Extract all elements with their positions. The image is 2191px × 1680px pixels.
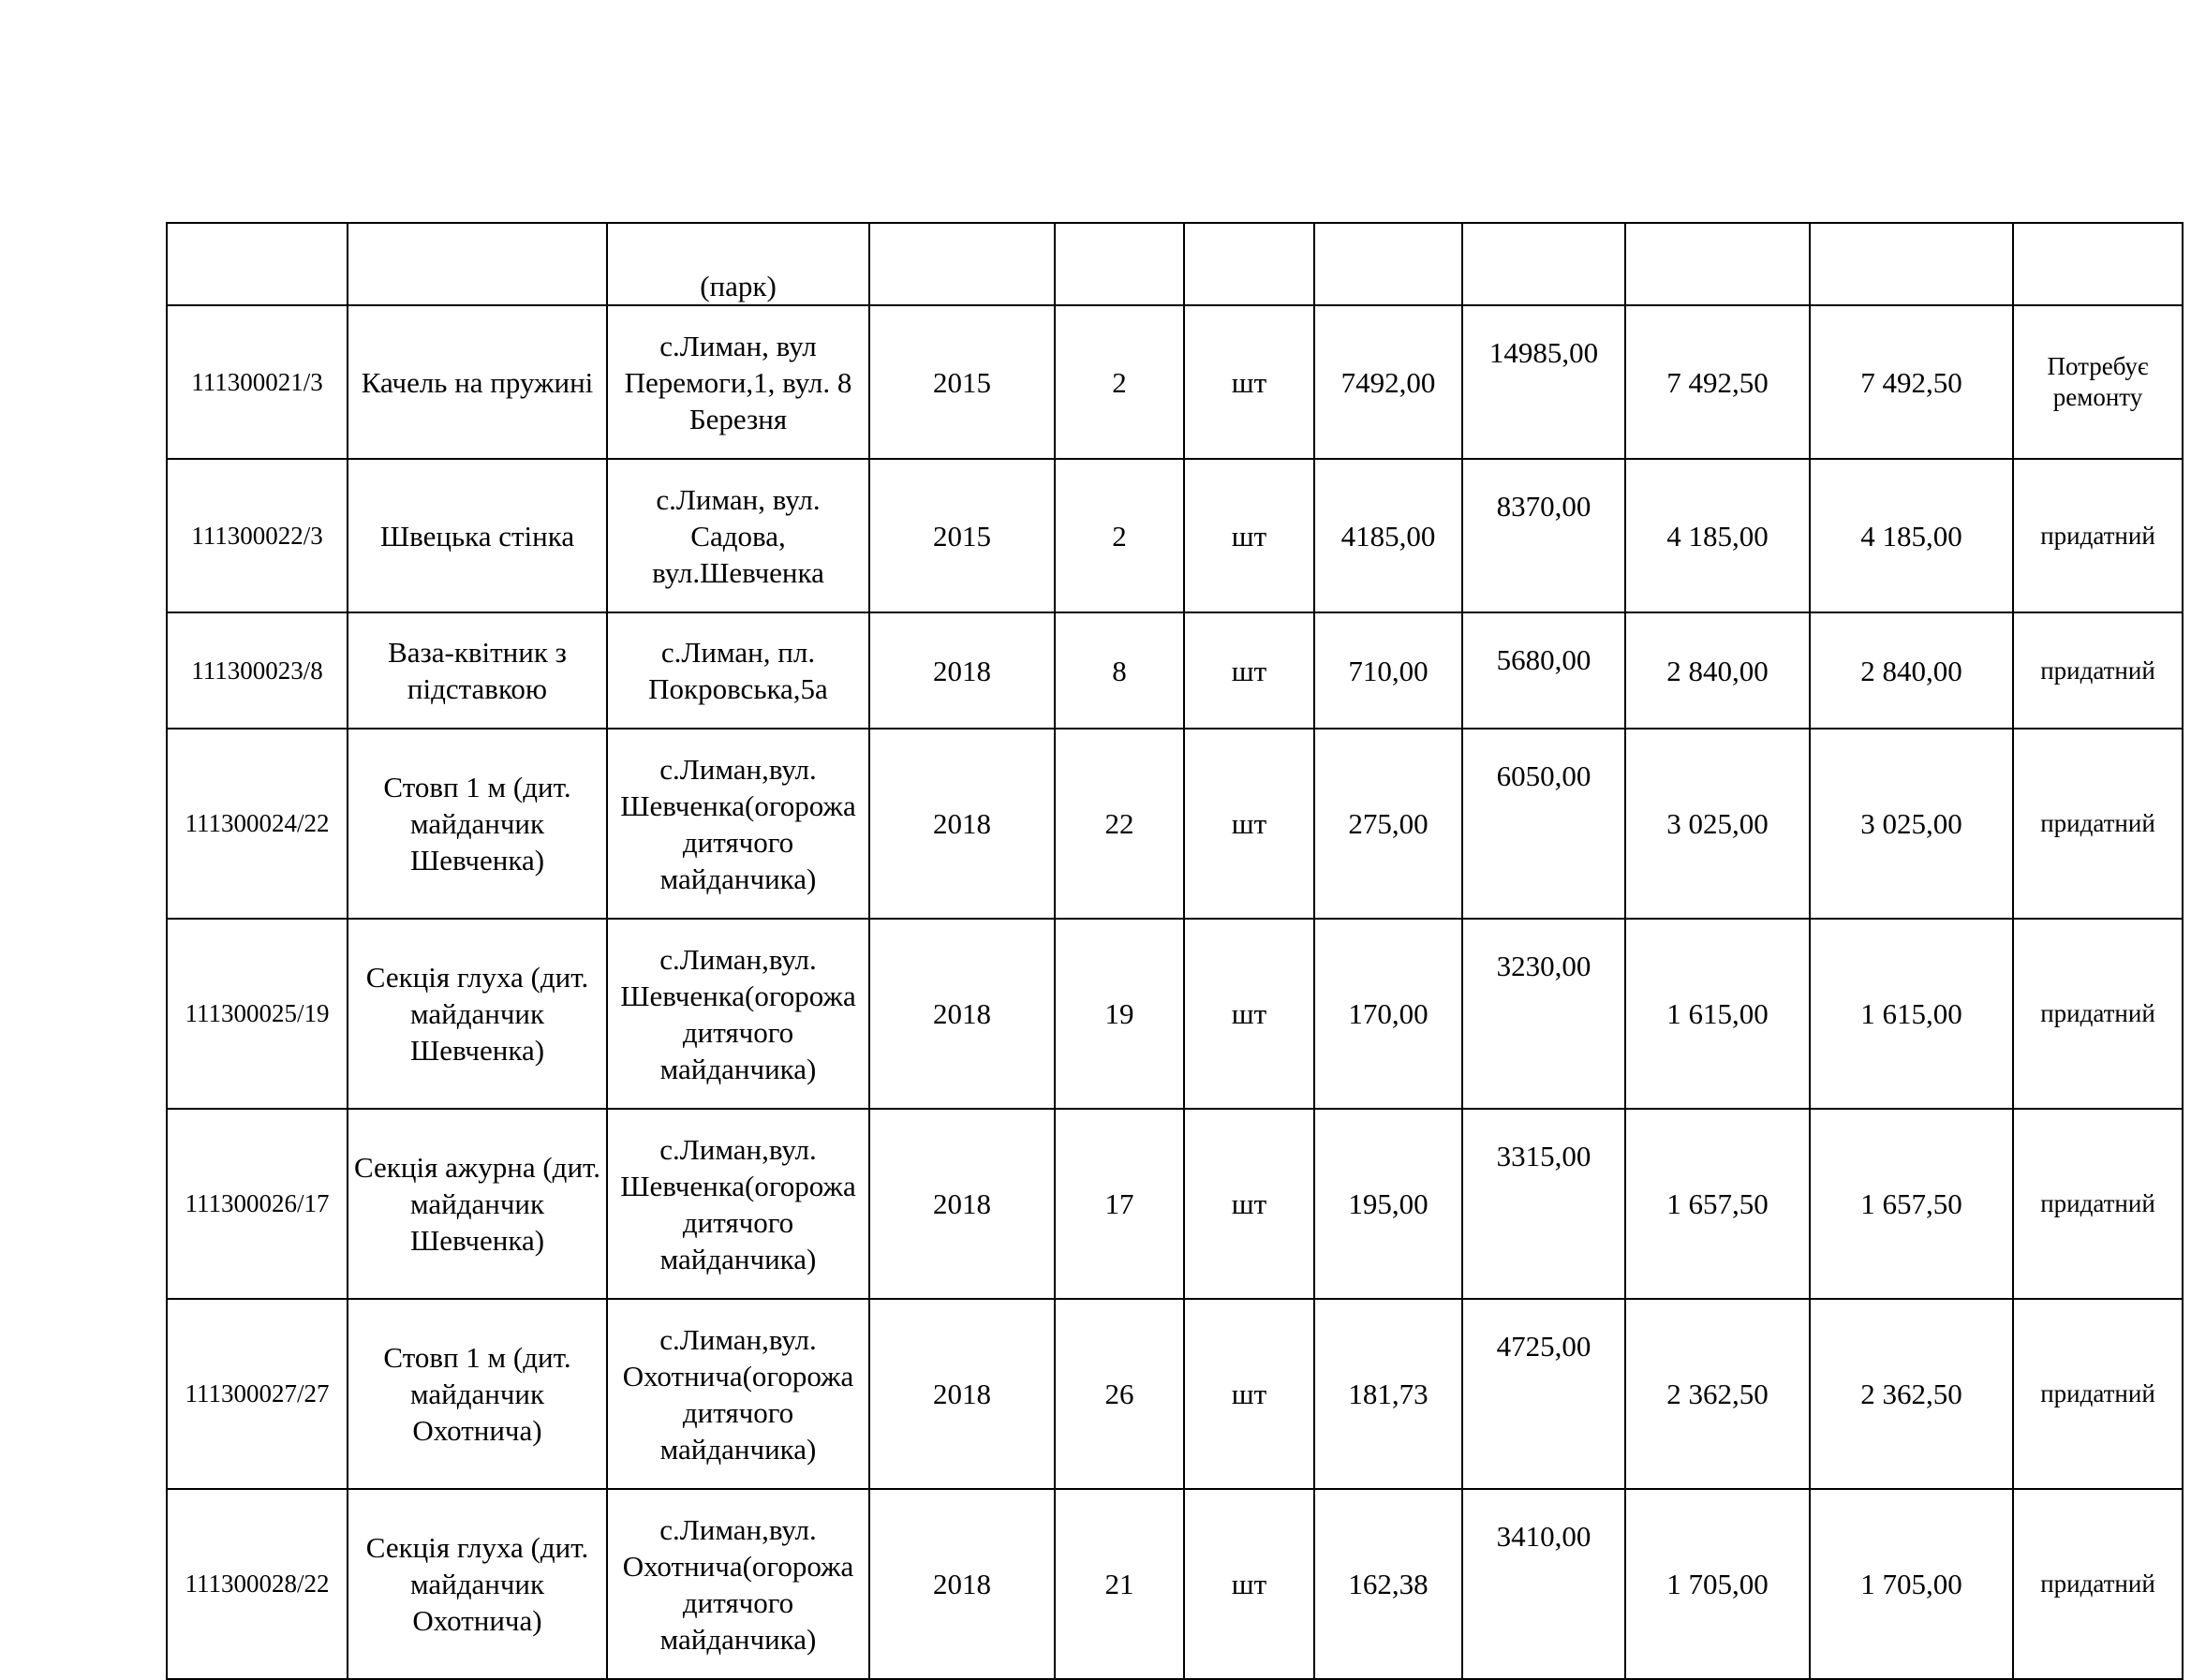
item-name-cell: Качель на пружині	[348, 305, 607, 459]
item-name-cell: Секція глуха (дит. майданчик Охотнича)	[348, 1489, 607, 1679]
value-cell-2	[1810, 223, 2013, 305]
inventory-table	[166, 222, 2184, 1680]
table-body	[167, 223, 2183, 1679]
location-cell: с.Лиман,вул. Охотнича(огорожа дитячого майданчика)	[607, 1489, 869, 1679]
value-cell-1: 3 025,00	[1625, 729, 1810, 919]
unit-price-cell: 275,00	[1314, 729, 1462, 919]
unit-cell	[1184, 223, 1314, 305]
total-cost-cell: 5680,00	[1462, 612, 1625, 729]
value-cell-2: 2 362,50	[1810, 1299, 2013, 1489]
year-cell	[869, 223, 1055, 305]
table-row	[167, 919, 2183, 1109]
year-cell: 2018	[869, 612, 1055, 729]
item-name-cell: Секція глуха (дит. майданчик Шевченка)	[348, 919, 607, 1109]
unit-price-cell: 4185,00	[1314, 459, 1462, 612]
unit-cell: шт	[1184, 1299, 1314, 1489]
unit-price-cell: 170,00	[1314, 919, 1462, 1109]
item-name-cell	[348, 223, 607, 305]
year-cell: 2015	[869, 305, 1055, 459]
condition-cell: придатний	[2013, 1299, 2183, 1489]
location-cell: с.Лиман,вул. Охотнича(огорожа дитячого майданчика)	[607, 1299, 869, 1489]
condition-cell: Потребує ремонту	[2013, 305, 2183, 459]
value-cell-1: 2 840,00	[1625, 612, 1810, 729]
unit-cell: шт	[1184, 919, 1314, 1109]
condition-cell	[2013, 223, 2183, 305]
value-cell-1	[1625, 223, 1810, 305]
unit-price-cell: 181,73	[1314, 1299, 1462, 1489]
value-cell-2: 3 025,00	[1810, 729, 2013, 919]
unit-price-cell: 162,38	[1314, 1489, 1462, 1679]
total-cost-cell: 3315,00	[1462, 1109, 1625, 1299]
condition-cell: придатний	[2013, 919, 2183, 1109]
unit-cell: шт	[1184, 1109, 1314, 1299]
unit-cell: шт	[1184, 1489, 1314, 1679]
unit-cell: шт	[1184, 729, 1314, 919]
location-cell: с.Лиман, вул. Садова, вул.Шевченка	[607, 459, 869, 612]
table-row	[167, 1109, 2183, 1299]
unit-price-cell	[1314, 223, 1462, 305]
location-cell: с.Лиман,вул. Шевченка(огорожа дитячого майданчика)	[607, 919, 869, 1109]
value-cell-2: 2 840,00	[1810, 612, 2013, 729]
unit-price-cell: 7492,00	[1314, 305, 1462, 459]
value-cell-2: 1 615,00	[1810, 919, 2013, 1109]
condition-cell: придатний	[2013, 1489, 2183, 1679]
year-cell: 2018	[869, 1109, 1055, 1299]
value-cell-2: 7 492,50	[1810, 305, 2013, 459]
item-name-cell: Швецька стінка	[348, 459, 607, 612]
quantity-cell: 2	[1055, 305, 1184, 459]
condition-cell: придатний	[2013, 612, 2183, 729]
value-cell-2: 1 657,50	[1810, 1109, 2013, 1299]
condition-cell: придатний	[2013, 729, 2183, 919]
inventory-number-cell	[167, 223, 348, 305]
document-page	[166, 222, 2184, 1680]
location-cell: с.Лиман, пл. Покровська,5а	[607, 612, 869, 729]
inventory-number-cell: 111300026/17	[167, 1109, 348, 1299]
item-name-cell: Стовп 1 м (дит. майданчик Охотнича)	[348, 1299, 607, 1489]
location-cell: с.Лиман, вул Перемоги,1, вул. 8 Березня	[607, 305, 869, 459]
quantity-cell: 2	[1055, 459, 1184, 612]
value-cell-1: 2 362,50	[1625, 1299, 1810, 1489]
value-cell-1: 4 185,00	[1625, 459, 1810, 612]
total-cost-cell: 4725,00	[1462, 1299, 1625, 1489]
unit-cell: шт	[1184, 459, 1314, 612]
location-cell: с.Лиман,вул. Шевченка(огорожа дитячого майданчика)	[607, 1109, 869, 1299]
unit-cell: шт	[1184, 612, 1314, 729]
inventory-number-cell: 111300025/19	[167, 919, 348, 1109]
total-cost-cell: 14985,00	[1462, 305, 1625, 459]
table-row	[167, 459, 2183, 612]
table-row	[167, 1489, 2183, 1679]
year-cell: 2018	[869, 729, 1055, 919]
year-cell: 2015	[869, 459, 1055, 612]
total-cost-cell	[1462, 223, 1625, 305]
item-name-cell: Секція ажурна (дит. майданчик Шевченка)	[348, 1109, 607, 1299]
table-row	[167, 729, 2183, 919]
table-row	[167, 1299, 2183, 1489]
item-name-cell: Стовп 1 м (дит. майданчик Шевченка)	[348, 729, 607, 919]
year-cell: 2018	[869, 1299, 1055, 1489]
quantity-cell: 19	[1055, 919, 1184, 1109]
condition-cell: придатний	[2013, 1109, 2183, 1299]
total-cost-cell: 3230,00	[1462, 919, 1625, 1109]
quantity-cell	[1055, 223, 1184, 305]
quantity-cell: 26	[1055, 1299, 1184, 1489]
inventory-number-cell: 111300021/3	[167, 305, 348, 459]
value-cell-1: 7 492,50	[1625, 305, 1810, 459]
condition-cell: придатний	[2013, 459, 2183, 612]
location-cell: (парк)	[607, 223, 869, 305]
value-cell-2: 4 185,00	[1810, 459, 2013, 612]
location-cell: с.Лиман,вул. Шевченка(огорожа дитячого майданчика)	[607, 729, 869, 919]
value-cell-1: 1 657,50	[1625, 1109, 1810, 1299]
value-cell-1: 1 615,00	[1625, 919, 1810, 1109]
inventory-number-cell: 111300027/27	[167, 1299, 348, 1489]
year-cell: 2018	[869, 1489, 1055, 1679]
quantity-cell: 21	[1055, 1489, 1184, 1679]
value-cell-2: 1 705,00	[1810, 1489, 2013, 1679]
table-row	[167, 223, 2183, 305]
table-row	[167, 305, 2183, 459]
year-cell: 2018	[869, 919, 1055, 1109]
quantity-cell: 22	[1055, 729, 1184, 919]
total-cost-cell: 3410,00	[1462, 1489, 1625, 1679]
unit-price-cell: 710,00	[1314, 612, 1462, 729]
unit-cell: шт	[1184, 305, 1314, 459]
unit-price-cell: 195,00	[1314, 1109, 1462, 1299]
quantity-cell: 8	[1055, 612, 1184, 729]
total-cost-cell: 8370,00	[1462, 459, 1625, 612]
table-row	[167, 612, 2183, 729]
value-cell-1: 1 705,00	[1625, 1489, 1810, 1679]
inventory-number-cell: 111300022/3	[167, 459, 348, 612]
item-name-cell: Ваза-квітник з підставкою	[348, 612, 607, 729]
inventory-number-cell: 111300024/22	[167, 729, 348, 919]
inventory-number-cell: 111300028/22	[167, 1489, 348, 1679]
inventory-number-cell: 111300023/8	[167, 612, 348, 729]
total-cost-cell: 6050,00	[1462, 729, 1625, 919]
quantity-cell: 17	[1055, 1109, 1184, 1299]
